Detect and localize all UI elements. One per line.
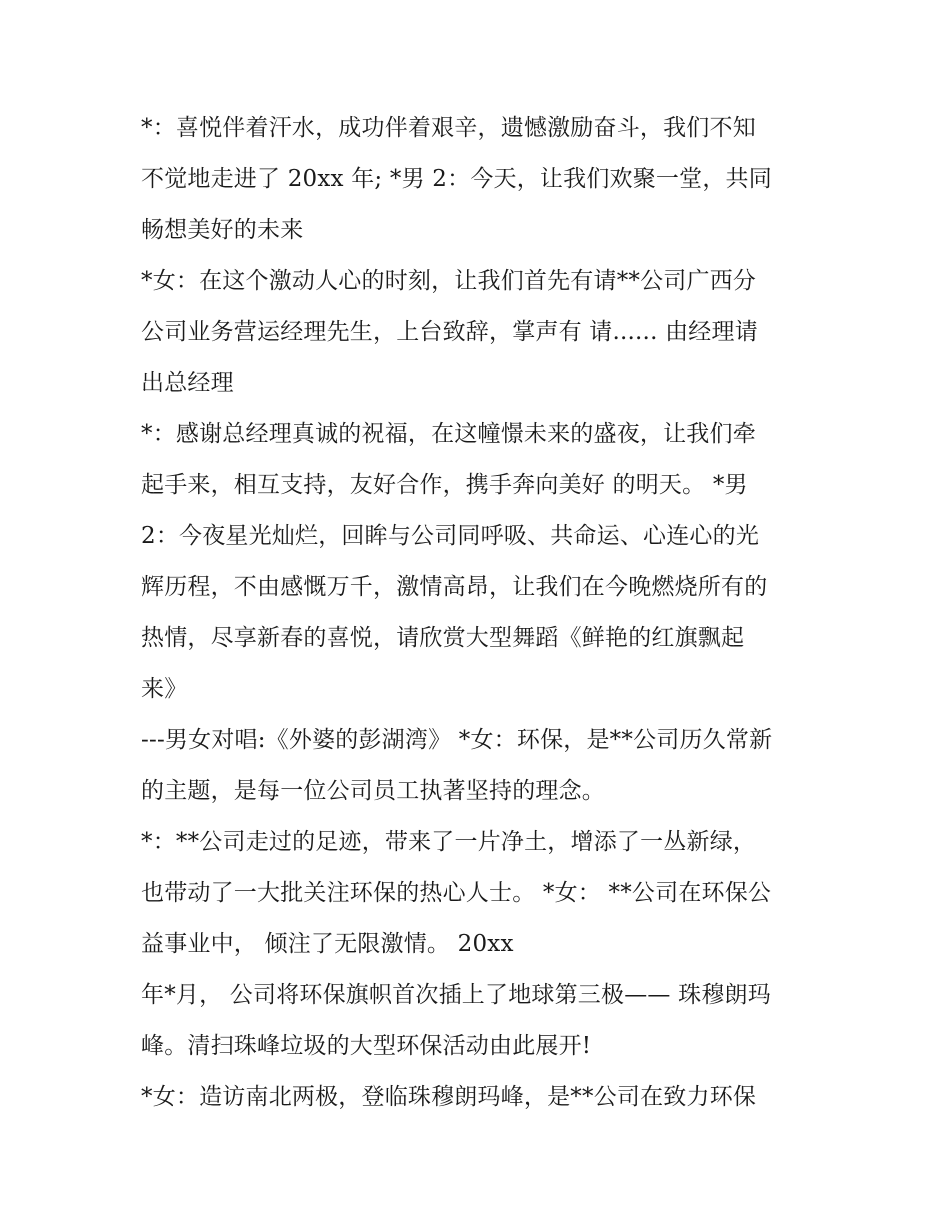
text-line: *女：在这个激动人心的时刻，让我们首先有请**公司广西分 [141, 268, 757, 294]
text-line: 畅想美好的未来 [141, 217, 304, 243]
text-line: *女：造访南北两极，登临珠穆朗玛峰，是**公司在致力环保 [141, 1084, 757, 1110]
text-line: 起手来，相互支持，友好合作，携手奔向美好 的明天。 *男 [141, 472, 748, 498]
text-line: *：感谢总经理真诚的祝福，在这幢憬未来的盛夜，让我们牵 [141, 421, 756, 447]
text-line: 的主题，是每一位公司员工执著坚持的理念。 [141, 778, 605, 804]
text-line: 出总经理 [141, 370, 234, 396]
text-line: 热情，尽享新春的喜悦，请欣赏大型舞蹈《鲜艳的红旗飘起 [141, 625, 745, 651]
document-body [141, 103, 821, 1123]
text-line: 不觉地走进了 20xx 年; *男 2：今天，让我们欢聚一堂，共同 [141, 166, 772, 192]
text-line: 益事业中， 倾注了无限激情。 20xx [141, 931, 514, 957]
text-line: *：**公司走过的足迹，带来了一片净土，增添了一丛新绿， [141, 829, 757, 855]
text-line: 也带动了一大批关注环保的热心人士。 *女： **公司在环保公 [141, 880, 772, 906]
text-line: *：喜悦伴着汗水，成功伴着艰辛，遗憾激励奋斗，我们不知 [141, 115, 756, 141]
text-line: 公司业务营运经理先生，上台致辞，掌声有 请...... 由经理请 [141, 319, 758, 345]
text-line: 2：今夜星光灿烂，回眸与公司同呼吸、共命运、心连心的光 [141, 523, 760, 549]
text-line: 年*月， 公司将环保旗帜首次插上了地球第三极—— 珠穆朗玛 [141, 982, 771, 1008]
text-line: 峰。清扫珠峰垃圾的大型环保活动由此展开! [141, 1033, 592, 1059]
text-line: ---男女对唱:《外婆的彭湖湾》 *女：环保，是**公司历久常新 [141, 727, 773, 753]
text-line: 来》 [141, 676, 188, 702]
text-line: 辉历程，不由感慨万千，激情高昂，让我们在今晚燃烧所有的 [141, 574, 768, 600]
